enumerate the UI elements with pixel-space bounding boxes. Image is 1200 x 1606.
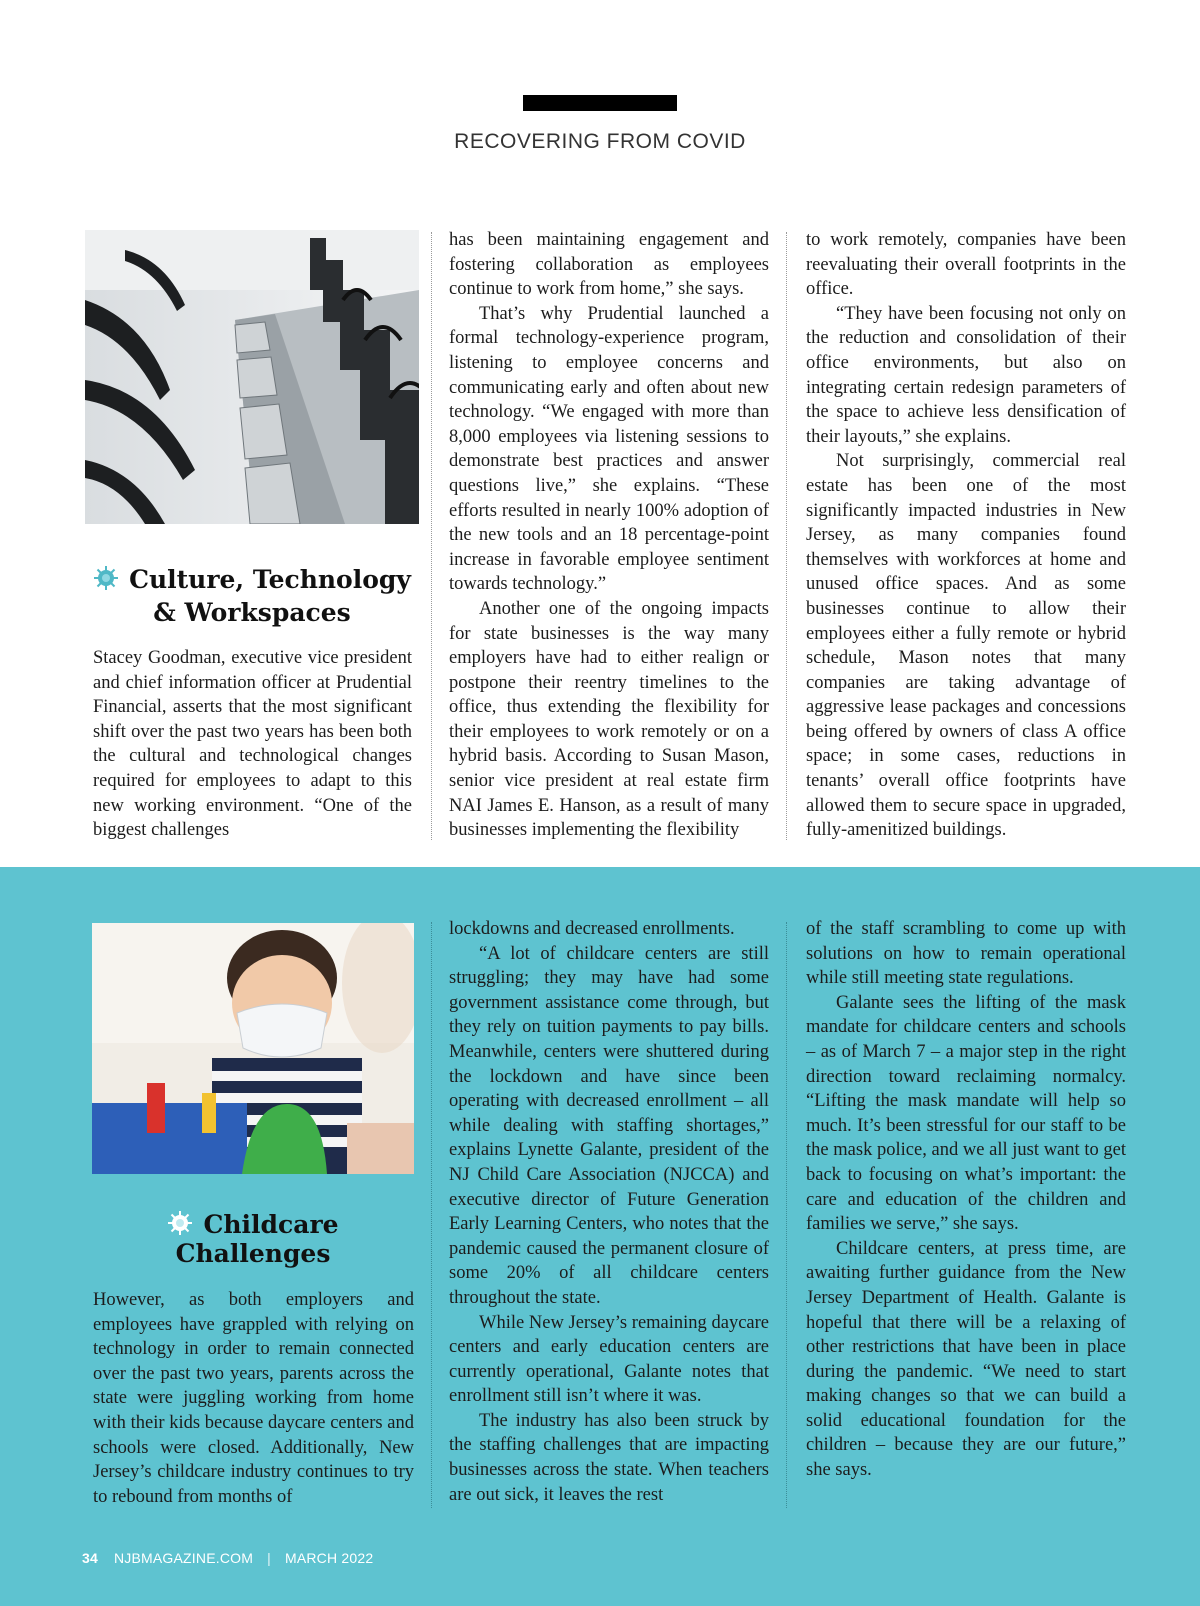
section2-column-3: [806, 917, 1126, 1483]
section-label: RECOVERING FROM COVID: [454, 130, 746, 153]
section2-title-line2: Challenges: [175, 1239, 331, 1268]
paragraph: “A lot of childcare centers are still struggling; they may have had some government assistance come through, but they rely on tuition payments to pay bills. Meanwhile, centers were shuttered during the lockdown and have since been operating with decreased enrollment – all while dealing with staffing shortages,” explains Lynette Galante, president of the NJ Child Care Association (NJCCA) and executive director of Future Generation Early Learning Centers, who notes that the pandemic caused the permanent closure of some 20% of all childcare centers throughout the state.: [449, 943, 769, 1308]
section1-title-line2: & Workspaces: [153, 598, 351, 627]
paragraph: Stacey Goodman, executive vice president and chief information officer at Prudential Financial, asserts that the most significant shift over the past two years has been both the cultural and technological changes required for employees to adapt to this new working environment. “One of the biggest challenges: [93, 648, 412, 841]
footer-date: MARCH 2022: [284, 1550, 374, 1566]
office-photo: [85, 230, 419, 524]
paragraph: to work remotely, companies have been reevaluating their overall footprints in the office.: [806, 230, 1126, 300]
section1-column-1: [93, 646, 412, 843]
column-divider: [431, 922, 432, 1508]
section1-title-line1: Culture, Technology: [129, 565, 411, 594]
section2-column-1: [93, 1288, 414, 1509]
office-workstations-icon: [85, 230, 419, 524]
column-divider: [431, 232, 432, 840]
column-divider: [786, 232, 787, 840]
section2-title-line1: Childcare: [203, 1210, 339, 1239]
paragraph: has been maintaining engagement and fostering collaboration as employees continue to work from home,” she says.: [449, 230, 769, 300]
footer-site: NJBMAGAZINE.COM: [113, 1550, 254, 1566]
paragraph: Childcare centers, at press time, are awaiting further guidance from the New Jersey Department of Health. Galante is hopeful that there will be a relaxing of other restrictions that have been in place during the pandemic. “We need to start making changes so that we can build a solid educational foundation for the children – because they are our future,” she says.: [806, 1238, 1126, 1481]
paragraph: “They have been focusing not only on the reduction and consolidation of their office environments, but also on integrating certain redesign parameters of the space to achieve less densification of their layouts,” she explains.: [806, 303, 1126, 447]
paragraph: Another one of the ongoing impacts for state businesses is the way many employers have had to either realign or postpone their reentry timelines to the office, thus extending the flexibility for their employees to work remotely or on a hybrid basis. According to Susan Mason, senior vice president at real estate firm NAI James E. Hanson, as a result of many businesses implementing the flexibility: [449, 598, 769, 841]
column-divider: [786, 922, 787, 1508]
paragraph: The industry has also been struck by the staffing challenges that are impacting businesses across the state. When teachers are out sick, it leaves the rest: [449, 1410, 769, 1505]
footer-divider: |: [267, 1550, 271, 1566]
header-rule: [523, 95, 677, 111]
paragraph: That’s why Prudential launched a formal technology-experience program, listening to employee concerns and communicating early and often about new technology. “We engaged with more than 8,000 employees via listening sessions to demonstrate best practices and answer questions live,” she explains. “These efforts resulted in nearly 100% adoption of the new tools and an 18 percentage-point increase in favorable employee sentiment towards technology.”: [449, 303, 769, 595]
paragraph: Galante sees the lifting of the mask mandate for childcare centers and schools – as of March 7 – a major step in the right direction toward reclaiming normalcy. “Lifting the mask mandate will help so much. It’s been stressful for our staff to be the mask police, and we all just want to get back to focusing on what’s important: the care and education of the children and families we serve,” she says.: [806, 992, 1126, 1235]
section1-column-3: [806, 228, 1126, 843]
page-number: 34: [82, 1550, 98, 1566]
paragraph: of the staff scrambling to come up with solutions on how to remain operational while still meeting state regulations.: [806, 919, 1126, 989]
section1-column-2: [449, 228, 769, 843]
paragraph: While New Jersey’s remaining daycare centers and early education centers are currently operational, Galante notes that enrollment still isn’t where it was.: [449, 1312, 769, 1407]
section2-column-2: [449, 917, 769, 1507]
paragraph: lockdowns and decreased enrollments.: [449, 919, 735, 939]
virus-icon: [167, 1210, 193, 1236]
section2-heading: [92, 1210, 414, 1268]
childcare-photo: [92, 923, 414, 1174]
child-with-mask-icon: [92, 923, 414, 1174]
page-footer: [82, 1550, 373, 1566]
section1-heading: [85, 563, 419, 629]
virus-icon: [93, 565, 119, 591]
paragraph: Not surprisingly, commercial real estate has been one of the most significantly impacted industries in New Jersey, as many companies found themselves with workforces at home and unused office spaces. And as some businesses continue to allow their employees either a fully remote or hybrid schedule, Mason notes that many companies are taking advantage of aggressive lease packages and concessions being offered by owners of class A office space; in some cases, reductions in tenants’ overall office footprints have allowed them to secure space in upgraded, fully-amenitized buildings.: [806, 451, 1126, 841]
paragraph: However, as both employers and employees have grappled with relying on technology in order to remain connected over the past two years, parents across the state were juggling working from home with their kids because daycare centers and schools were closed. Additionally, New Jersey’s childcare industry continues to try to rebound from months of: [93, 1290, 414, 1507]
